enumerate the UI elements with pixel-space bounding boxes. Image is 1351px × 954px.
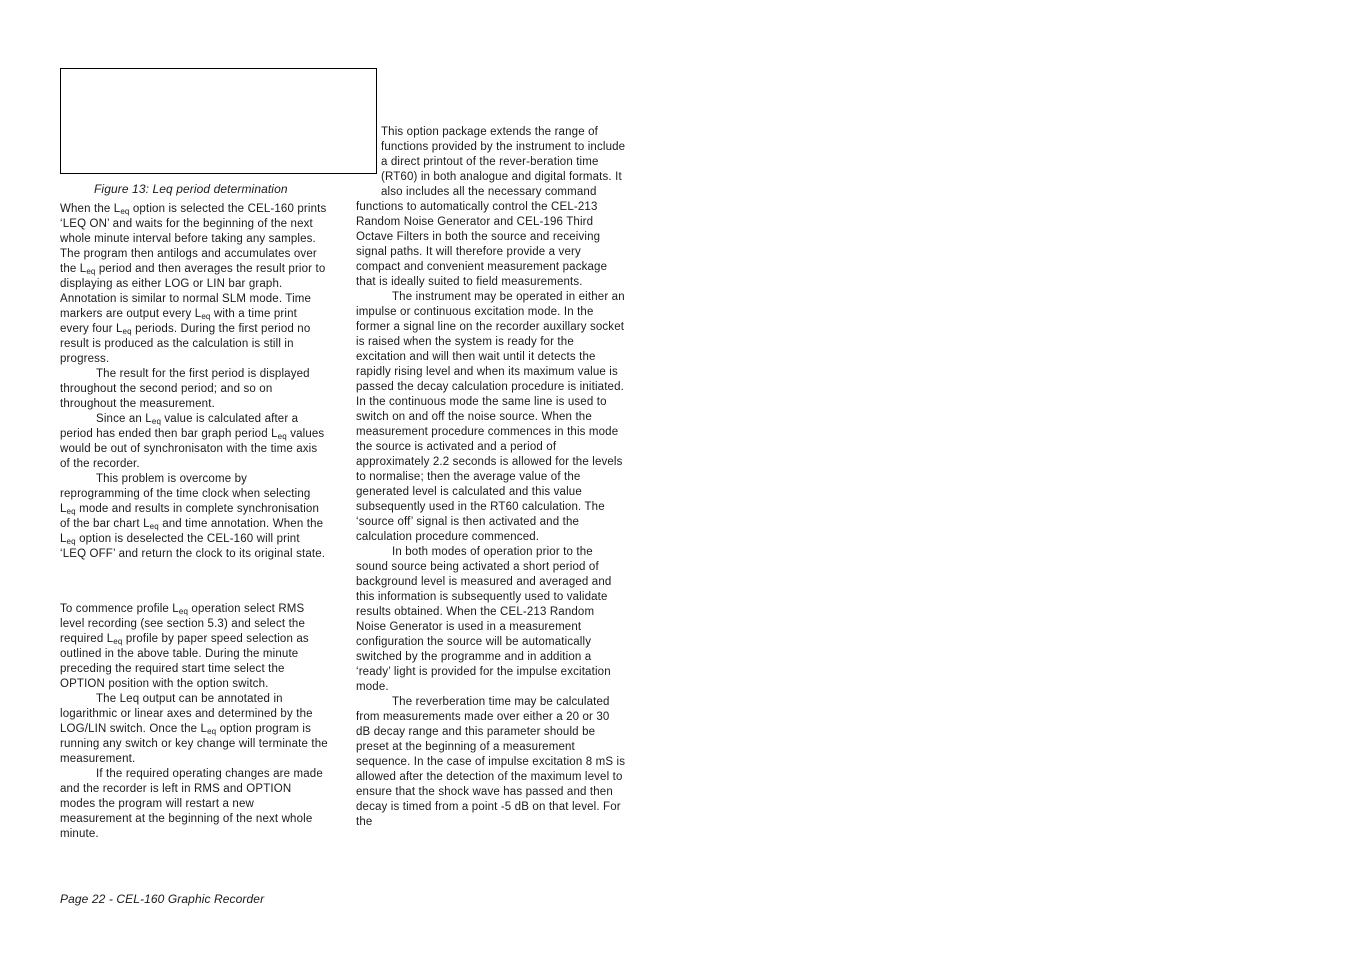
paragraph: Since an $L_{eq}$ value is calculated after a period has ended then bar graph period $L_{eq}$ values would be out of synchronisaton with the time axis of the recorder. [60,413,325,470]
paragraph: If the required operating changes are made and the recorder is left in RMS and OPTION modes the program will restart a new measurement at the beginning of the next whole minute. [60,768,323,840]
subscript: eq [113,637,123,646]
subscript: eq [207,727,217,736]
figure-caption: Figure 13: Leq period determination [94,182,288,196]
paragraph: The Leq output can be annotated in logarithmic or linear axes and determined by the LOG/LIN switch. Once the $L_{eq}$ option program is running any switch or key change will terminate the measurement. [60,693,328,765]
right-column [356,125,626,830]
page-footer: Page 22 - CEL-160 Graphic Recorder [60,892,265,906]
paragraph: The reverberation time may be calculated from measurements made over either a 20 or 30 dB decay range and this parameter should be preset at the beginning of a measurement sequence. In the case of impulse excitation 8 mS is allowed after the detection of the maximum level to ensure that the shock wave has passed and then decay is timed from a point -5 dB on that level. For the [356,696,626,828]
subscript: eq [151,417,162,426]
paragraph: When the $L_{eq}$ option is selected the CEL-160 prints ‘LEQ ON’ and waits for the beginning of the next whole minute interval before taking any samples. The program then antilogs and accumulates over the $L_{eq}$ period and then averages the result prior to displaying as either LOG or LIN bar graph. Annotation is similar to normal SLM mode. Time markers are output every $L_{eq}$ with a time print every four $L_{eq}$ periods. During the first period no result is produced as the calculation is still in progress. [60,203,327,365]
subscript: eq [201,312,211,321]
paragraph: To commence profile $L_{eq}$ operation select RMS level recording (see section 5.3) and select the required $L_{eq}$ profile by paper speed selection as outlined in the above table. During the minute preceding the required start time select the OPTION position with the option switch. [60,603,309,690]
subscript: eq [66,507,76,516]
subscript: eq [66,537,76,546]
subscript: eq [149,522,159,531]
subscript: eq [122,327,132,336]
subscript: eq [178,607,189,616]
left-column-top [60,202,328,562]
subscript: eq [277,432,287,441]
left-column-bottom [60,602,328,842]
paragraph: In both modes of operation prior to the sound source being activated a short period of background level is measured and averaged and this information is subsequently used to validate results obtained. When the CEL-213 Random Noise Generator is used in a measurement configuration the source will be automatically switched by the programme and in addition a ‘ready’ light is provided for the impulse excitation mode. [356,546,612,693]
paragraph: This option package extends the range of functions provided by the instrument to include a direct printout of the rever-beration time (RT60) in both analogue and digital formats. It also includes all the necessary command functions to automatically control the CEL-213 Random Noise Generator and CEL-196 Third Octave Filters in both the source and receiving signal paths. It will therefore provide a very compact and convenient measurement package that is ideally suited to field measurements. [356,126,626,288]
figure-13-box [60,68,377,174]
subscript: eq [120,207,130,216]
paragraph: The instrument may be operated in either an impulse or continuous excitation mode. In the former a signal line on the recorder auxillary socket is raised when the system is ready for the excitation and will then wait until it detects the rapidly rising level and when its maximum value is passed the decay calculation procedure is initiated. In the continuous mode the same line is used to switch on and off the noise source. When the measurement procedure commences in this mode the source is activated and a period of approximately 2.2 seconds is allowed for the levels to normalise; then the average value of the generated level is calculated and this value subsequently used in the RT60 calculation. The ‘source off’ signal is then activated and the calculation procedure commenced. [356,291,625,543]
subscript: eq [86,267,96,276]
paragraph: The result for the first period is displayed throughout the second period; and so on throughout the measurement. [60,368,310,410]
paragraph: This problem is overcome by reprogramming of the time clock when selecting $L_{eq}$ mode and results in complete synchronisation of the bar chart $L_{eq}$ and time annotation. When the $L_{eq}$ option is deselected the CEL-160 will print ‘LEQ OFF’ and return the clock to its original state. [60,473,326,560]
